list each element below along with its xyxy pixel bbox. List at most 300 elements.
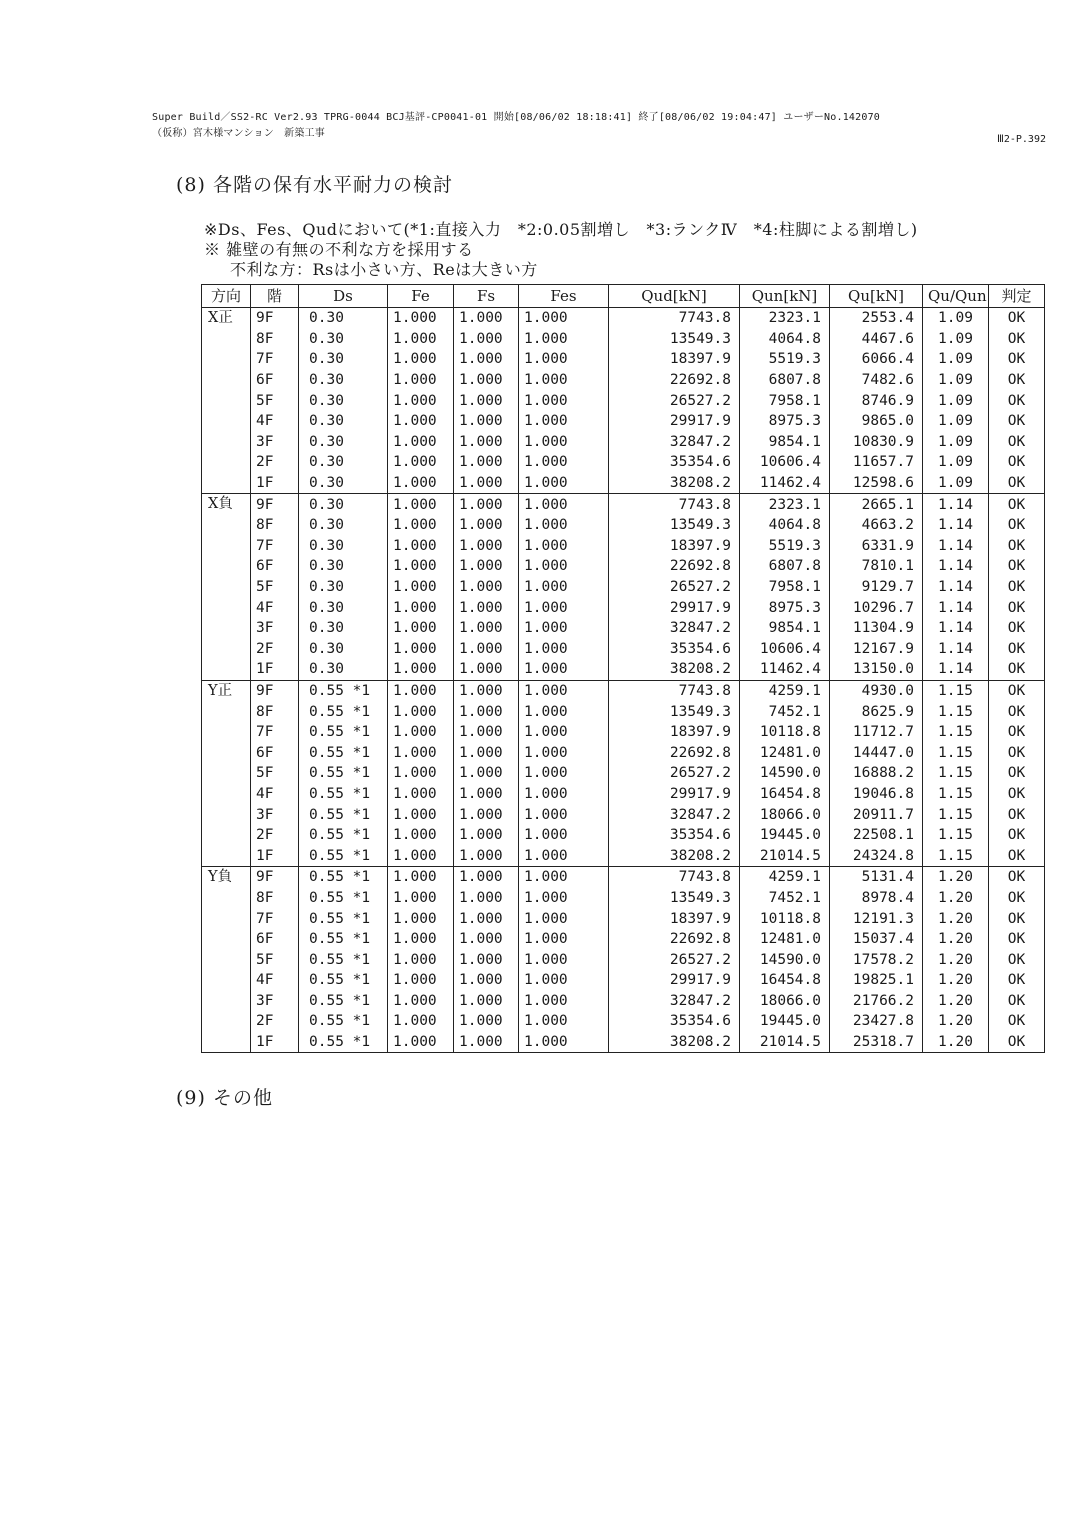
table-cell: OK bbox=[989, 349, 1045, 370]
direction-cell bbox=[202, 639, 251, 660]
table-cell: 18397.9 bbox=[609, 349, 740, 370]
table-row bbox=[202, 929, 1045, 950]
table-cell: 1.20 bbox=[923, 949, 989, 970]
table-cell: 1.09 bbox=[923, 349, 989, 370]
table-cell: 0.55 *1 bbox=[299, 804, 388, 825]
table-cell: 1.000 bbox=[454, 349, 519, 370]
table-cell: OK bbox=[989, 825, 1045, 846]
direction-group bbox=[202, 494, 1045, 680]
table-cell: OK bbox=[989, 722, 1045, 743]
table-cell: 19445.0 bbox=[740, 825, 830, 846]
table-cell: 1.000 bbox=[388, 949, 454, 970]
direction-cell bbox=[202, 597, 251, 618]
table-cell: 1.000 bbox=[519, 722, 609, 743]
table-cell: 8625.9 bbox=[830, 701, 923, 722]
table-cell: 8746.9 bbox=[830, 390, 923, 411]
table-cell: 0.30 bbox=[299, 370, 388, 391]
table-cell: 4064.8 bbox=[740, 329, 830, 350]
table-cell: 1.000 bbox=[519, 804, 609, 825]
table-cell: 0.30 bbox=[299, 618, 388, 639]
table-cell: 0.30 bbox=[299, 411, 388, 432]
table-cell: 1.000 bbox=[454, 411, 519, 432]
table-cell: 0.55 *1 bbox=[299, 845, 388, 866]
table-cell: 8975.3 bbox=[740, 597, 830, 618]
table-cell: 32847.2 bbox=[609, 618, 740, 639]
table-cell: 1.000 bbox=[454, 390, 519, 411]
table-cell: 7452.1 bbox=[740, 888, 830, 909]
table-cell: OK bbox=[989, 784, 1045, 805]
table-row bbox=[202, 991, 1045, 1012]
table-cell: 6066.4 bbox=[830, 349, 923, 370]
table-row bbox=[202, 659, 1045, 680]
table-cell: OK bbox=[989, 970, 1045, 991]
table-cell: 1.000 bbox=[388, 659, 454, 680]
direction-cell bbox=[202, 473, 251, 494]
table-cell: 29917.9 bbox=[609, 411, 740, 432]
table-cell: 1.000 bbox=[388, 804, 454, 825]
table-cell: 1.000 bbox=[454, 618, 519, 639]
table-row bbox=[202, 515, 1045, 536]
table-cell: 1.14 bbox=[923, 515, 989, 536]
direction-cell bbox=[202, 825, 251, 846]
table-cell: 19445.0 bbox=[740, 1011, 830, 1032]
table-cell: OK bbox=[989, 536, 1045, 557]
table-cell: 14447.0 bbox=[830, 742, 923, 763]
table-row bbox=[202, 680, 1045, 701]
table-cell: 1.000 bbox=[519, 597, 609, 618]
table-cell: 1.000 bbox=[519, 556, 609, 577]
table-cell: 11712.7 bbox=[830, 722, 923, 743]
table-cell: 11304.9 bbox=[830, 618, 923, 639]
section-title-9: (9) その他 bbox=[176, 1087, 273, 1109]
table-cell: 0.30 bbox=[299, 556, 388, 577]
table-cell: 2F bbox=[251, 825, 299, 846]
table-cell: 1.000 bbox=[454, 597, 519, 618]
table-cell: 1.000 bbox=[519, 970, 609, 991]
table-cell: 0.55 *1 bbox=[299, 970, 388, 991]
table-cell: 24324.8 bbox=[830, 845, 923, 866]
table-cell: 12481.0 bbox=[740, 929, 830, 950]
table-cell: 1.000 bbox=[454, 722, 519, 743]
section-title-8: (8) 各階の保有水平耐力の検討 bbox=[176, 174, 453, 196]
table-cell: 1.000 bbox=[519, 494, 609, 515]
table-cell: 1.09 bbox=[923, 390, 989, 411]
table-cell: 1.000 bbox=[454, 494, 519, 515]
table-row bbox=[202, 763, 1045, 784]
table-cell: 1.09 bbox=[923, 370, 989, 391]
table-cell: 21014.5 bbox=[740, 1032, 830, 1053]
table-cell: 1.000 bbox=[454, 1011, 519, 1032]
column-header: Fe bbox=[388, 285, 454, 308]
page-number: Ⅲ2-P.392 bbox=[996, 134, 1046, 145]
direction-cell: X正 bbox=[202, 308, 251, 329]
table-row bbox=[202, 701, 1045, 722]
table-cell: 1.000 bbox=[454, 970, 519, 991]
table-cell: 2665.1 bbox=[830, 494, 923, 515]
table-cell: 1.000 bbox=[519, 1011, 609, 1032]
direction-cell bbox=[202, 515, 251, 536]
table-cell: 1.14 bbox=[923, 494, 989, 515]
table-row bbox=[202, 804, 1045, 825]
table-cell: 6F bbox=[251, 556, 299, 577]
table-cell: 0.30 bbox=[299, 473, 388, 494]
table-cell: 1.000 bbox=[519, 929, 609, 950]
table-cell: 1.15 bbox=[923, 825, 989, 846]
direction-cell bbox=[202, 970, 251, 991]
table-cell: 1.000 bbox=[388, 639, 454, 660]
table-cell: 1.000 bbox=[519, 991, 609, 1012]
table-cell: 6F bbox=[251, 929, 299, 950]
table-cell: 4F bbox=[251, 411, 299, 432]
direction-cell bbox=[202, 949, 251, 970]
direction-cell bbox=[202, 432, 251, 453]
table-cell: 1.09 bbox=[923, 308, 989, 329]
table-cell: 22692.8 bbox=[609, 929, 740, 950]
table-cell: 0.30 bbox=[299, 432, 388, 453]
table-cell: 8F bbox=[251, 329, 299, 350]
column-header: 判定 bbox=[989, 285, 1045, 308]
table-cell: 1.000 bbox=[519, 763, 609, 784]
table-row bbox=[202, 949, 1045, 970]
table-row bbox=[202, 1032, 1045, 1053]
table-cell: 1.000 bbox=[519, 473, 609, 494]
table-cell: 1.000 bbox=[388, 1011, 454, 1032]
table-cell: 10830.9 bbox=[830, 432, 923, 453]
table-row bbox=[202, 452, 1045, 473]
table-row bbox=[202, 908, 1045, 929]
table-cell: 7F bbox=[251, 349, 299, 370]
table-cell: OK bbox=[989, 888, 1045, 909]
table-cell: 1.000 bbox=[388, 722, 454, 743]
table-cell: 17578.2 bbox=[830, 949, 923, 970]
table-cell: 10606.4 bbox=[740, 639, 830, 660]
direction-cell bbox=[202, 784, 251, 805]
table-cell: 1.20 bbox=[923, 970, 989, 991]
table-cell: 10606.4 bbox=[740, 452, 830, 473]
table-cell: 4467.6 bbox=[830, 329, 923, 350]
table-cell: 9854.1 bbox=[740, 432, 830, 453]
table-cell: 5519.3 bbox=[740, 536, 830, 557]
direction-cell bbox=[202, 370, 251, 391]
table-cell: 4F bbox=[251, 597, 299, 618]
table-cell: 1.000 bbox=[519, 784, 609, 805]
table-cell: 38208.2 bbox=[609, 473, 740, 494]
table-cell: OK bbox=[989, 329, 1045, 350]
table-cell: 1.000 bbox=[454, 867, 519, 888]
note-line: ※Ds、Fes、Qudにおいて(*1:直接入力 *2:0.05割増し *3:ランクⅣ *4:柱脚による割増し) bbox=[204, 220, 918, 239]
table-cell: 1.000 bbox=[454, 701, 519, 722]
table-cell: 1.000 bbox=[454, 804, 519, 825]
table-row bbox=[202, 1011, 1045, 1032]
table-cell: 32847.2 bbox=[609, 804, 740, 825]
table-cell: 9865.0 bbox=[830, 411, 923, 432]
table-cell: 0.55 *1 bbox=[299, 825, 388, 846]
table-cell: 1.20 bbox=[923, 991, 989, 1012]
table-cell: 1.000 bbox=[454, 659, 519, 680]
table-row bbox=[202, 888, 1045, 909]
table-row bbox=[202, 370, 1045, 391]
table-cell: OK bbox=[989, 742, 1045, 763]
table-cell: 1.20 bbox=[923, 1011, 989, 1032]
table-cell: 1.000 bbox=[454, 308, 519, 329]
table-cell: 0.30 bbox=[299, 536, 388, 557]
table-cell: 29917.9 bbox=[609, 784, 740, 805]
table-cell: 1.000 bbox=[519, 577, 609, 598]
table-cell: 1.14 bbox=[923, 639, 989, 660]
direction-cell bbox=[202, 888, 251, 909]
table-cell: 1.000 bbox=[388, 825, 454, 846]
table-cell: 23427.8 bbox=[830, 1011, 923, 1032]
note-line: ※ 雑壁の有無の不利な方を採用する bbox=[204, 240, 474, 259]
table-cell: OK bbox=[989, 929, 1045, 950]
table-cell: 1.000 bbox=[519, 845, 609, 866]
table-cell: 5F bbox=[251, 390, 299, 411]
table-cell: 1.000 bbox=[454, 680, 519, 701]
table-cell: 9129.7 bbox=[830, 577, 923, 598]
table-cell: 3F bbox=[251, 991, 299, 1012]
table-cell: 0.55 *1 bbox=[299, 991, 388, 1012]
table-cell: 32847.2 bbox=[609, 432, 740, 453]
table-cell: 0.55 *1 bbox=[299, 784, 388, 805]
table-cell: 1.09 bbox=[923, 432, 989, 453]
table-cell: 14590.0 bbox=[740, 763, 830, 784]
direction-cell bbox=[202, 908, 251, 929]
table-cell: OK bbox=[989, 680, 1045, 701]
table-cell: 26527.2 bbox=[609, 763, 740, 784]
table-cell: 1.000 bbox=[388, 867, 454, 888]
table-cell: 1.000 bbox=[519, 370, 609, 391]
table-cell: 1.000 bbox=[388, 970, 454, 991]
table-cell: 1.000 bbox=[519, 390, 609, 411]
table-cell: 20911.7 bbox=[830, 804, 923, 825]
table-cell: OK bbox=[989, 370, 1045, 391]
direction-cell bbox=[202, 929, 251, 950]
table-cell: 1.15 bbox=[923, 845, 989, 866]
table-cell: 12598.6 bbox=[830, 473, 923, 494]
table-row bbox=[202, 722, 1045, 743]
direction-cell bbox=[202, 577, 251, 598]
table-cell: 1.09 bbox=[923, 329, 989, 350]
table-cell: 1.20 bbox=[923, 888, 989, 909]
table-cell: 7958.1 bbox=[740, 577, 830, 598]
table-row bbox=[202, 329, 1045, 350]
table-row bbox=[202, 867, 1045, 888]
table-cell: 1.15 bbox=[923, 804, 989, 825]
table-cell: 1F bbox=[251, 659, 299, 680]
table-cell: OK bbox=[989, 867, 1045, 888]
direction-cell bbox=[202, 411, 251, 432]
table-cell: 1.000 bbox=[519, 308, 609, 329]
table-cell: 1F bbox=[251, 1032, 299, 1053]
table-cell: 22692.8 bbox=[609, 370, 740, 391]
table-cell: 0.30 bbox=[299, 349, 388, 370]
table-cell: 1.000 bbox=[519, 349, 609, 370]
table-cell: 4663.2 bbox=[830, 515, 923, 536]
table-cell: 1.14 bbox=[923, 556, 989, 577]
direction-cell: X負 bbox=[202, 494, 251, 515]
table-cell: 1.000 bbox=[454, 908, 519, 929]
table-cell: 0.55 *1 bbox=[299, 722, 388, 743]
table-row bbox=[202, 494, 1045, 515]
table-cell: 1.000 bbox=[388, 1032, 454, 1053]
table-cell: 1.000 bbox=[454, 763, 519, 784]
table-cell: 1.000 bbox=[388, 349, 454, 370]
table-cell: OK bbox=[989, 515, 1045, 536]
table-cell: OK bbox=[989, 411, 1045, 432]
table-cell: 1.000 bbox=[388, 473, 454, 494]
table-header-row bbox=[202, 285, 1045, 308]
table-cell: 0.30 bbox=[299, 308, 388, 329]
table-cell: 1.000 bbox=[519, 659, 609, 680]
table-cell: 4F bbox=[251, 784, 299, 805]
table-cell: OK bbox=[989, 390, 1045, 411]
table-cell: 18397.9 bbox=[609, 536, 740, 557]
table-cell: OK bbox=[989, 991, 1045, 1012]
direction-cell bbox=[202, 329, 251, 350]
table-cell: OK bbox=[989, 845, 1045, 866]
table-cell: 0.55 *1 bbox=[299, 680, 388, 701]
table-cell: 7743.8 bbox=[609, 867, 740, 888]
table-cell: 1.000 bbox=[454, 370, 519, 391]
direction-cell: Y負 bbox=[202, 867, 251, 888]
table-cell: 13549.3 bbox=[609, 888, 740, 909]
table-cell: 1.000 bbox=[454, 888, 519, 909]
table-cell: 1.000 bbox=[388, 577, 454, 598]
table-cell: 1.000 bbox=[454, 577, 519, 598]
column-header: Qud[kN] bbox=[609, 285, 740, 308]
table-cell: 1.000 bbox=[519, 867, 609, 888]
table-cell: 1.000 bbox=[388, 680, 454, 701]
column-header: Qun[kN] bbox=[740, 285, 830, 308]
table-cell: 1.000 bbox=[519, 908, 609, 929]
direction-cell bbox=[202, 722, 251, 743]
table-cell: 21014.5 bbox=[740, 845, 830, 866]
table-cell: 1.000 bbox=[519, 536, 609, 557]
table-cell: 1.000 bbox=[388, 618, 454, 639]
table-cell: 1.20 bbox=[923, 929, 989, 950]
table-cell: 1.000 bbox=[388, 411, 454, 432]
project-name: （仮称）宮木様マンション 新築工事 bbox=[152, 128, 325, 139]
table-cell: 5F bbox=[251, 949, 299, 970]
table-cell: 1.000 bbox=[388, 763, 454, 784]
column-header: 階 bbox=[251, 285, 299, 308]
table-cell: 26527.2 bbox=[609, 577, 740, 598]
table-cell: 0.30 bbox=[299, 659, 388, 680]
table-row bbox=[202, 577, 1045, 598]
table-cell: 4064.8 bbox=[740, 515, 830, 536]
table-cell: 1.000 bbox=[519, 411, 609, 432]
table-cell: 1.000 bbox=[519, 680, 609, 701]
table-cell: 1.000 bbox=[519, 452, 609, 473]
table-cell: OK bbox=[989, 804, 1045, 825]
table-cell: OK bbox=[989, 452, 1045, 473]
table-cell: 1.15 bbox=[923, 722, 989, 743]
table-cell: 0.55 *1 bbox=[299, 742, 388, 763]
table-cell: 35354.6 bbox=[609, 1011, 740, 1032]
table-cell: 9F bbox=[251, 867, 299, 888]
table-cell: 1.000 bbox=[388, 888, 454, 909]
table-cell: 1.000 bbox=[454, 845, 519, 866]
table-cell: 1.000 bbox=[388, 432, 454, 453]
table-cell: 26527.2 bbox=[609, 390, 740, 411]
table-cell: 0.55 *1 bbox=[299, 701, 388, 722]
table-cell: 26527.2 bbox=[609, 949, 740, 970]
table-cell: 8F bbox=[251, 701, 299, 722]
table-cell: 0.55 *1 bbox=[299, 929, 388, 950]
table-cell: 1.15 bbox=[923, 680, 989, 701]
table-cell: 1.000 bbox=[454, 452, 519, 473]
table-cell: 12191.3 bbox=[830, 908, 923, 929]
direction-cell: Y正 bbox=[202, 680, 251, 701]
table-cell: 38208.2 bbox=[609, 1032, 740, 1053]
direction-cell bbox=[202, 804, 251, 825]
table-cell: 8975.3 bbox=[740, 411, 830, 432]
table-cell: 29917.9 bbox=[609, 970, 740, 991]
table-cell: 18397.9 bbox=[609, 908, 740, 929]
table-cell: 10118.8 bbox=[740, 908, 830, 929]
table-cell: 4259.1 bbox=[740, 867, 830, 888]
table-cell: 1.14 bbox=[923, 536, 989, 557]
table-cell: 7F bbox=[251, 536, 299, 557]
direction-cell bbox=[202, 991, 251, 1012]
table-cell: 1.14 bbox=[923, 577, 989, 598]
table-cell: 35354.6 bbox=[609, 639, 740, 660]
table-cell: OK bbox=[989, 473, 1045, 494]
table-cell: 1.000 bbox=[388, 452, 454, 473]
table-cell: 11657.7 bbox=[830, 452, 923, 473]
table-cell: 0.30 bbox=[299, 577, 388, 598]
table-cell: 10296.7 bbox=[830, 597, 923, 618]
table-cell: 1.000 bbox=[388, 390, 454, 411]
report-header-line: Super Build／SS2-RC Ver2.93 TPRG-0044 BCJ基評-CP0041-01 開始[08/06/02 18:18:41] 終了[08/06/02 19:04:47] ユーザーNo.142070 bbox=[152, 112, 881, 123]
table-row bbox=[202, 825, 1045, 846]
table-cell: OK bbox=[989, 556, 1045, 577]
table-cell: 12481.0 bbox=[740, 742, 830, 763]
table-cell: 7482.6 bbox=[830, 370, 923, 391]
table-cell: 35354.6 bbox=[609, 825, 740, 846]
table-cell: 1.000 bbox=[454, 639, 519, 660]
table-cell: 1.000 bbox=[519, 639, 609, 660]
table-cell: 38208.2 bbox=[609, 659, 740, 680]
table-cell: 0.30 bbox=[299, 329, 388, 350]
direction-cell bbox=[202, 618, 251, 639]
table-cell: 1.000 bbox=[388, 536, 454, 557]
table-cell: 1.15 bbox=[923, 784, 989, 805]
table-cell: OK bbox=[989, 908, 1045, 929]
table-cell: 1.000 bbox=[388, 845, 454, 866]
table-cell: 1.000 bbox=[519, 888, 609, 909]
direction-cell bbox=[202, 701, 251, 722]
table-cell: 7F bbox=[251, 722, 299, 743]
table-cell: 18397.9 bbox=[609, 722, 740, 743]
table-row bbox=[202, 473, 1045, 494]
table-cell: 5519.3 bbox=[740, 349, 830, 370]
direction-cell bbox=[202, 659, 251, 680]
table-cell: 1.000 bbox=[388, 784, 454, 805]
table-cell: 1.000 bbox=[519, 949, 609, 970]
table-cell: 1.000 bbox=[388, 515, 454, 536]
table-cell: 1.000 bbox=[519, 432, 609, 453]
table-cell: 7452.1 bbox=[740, 701, 830, 722]
direction-cell bbox=[202, 845, 251, 866]
direction-cell bbox=[202, 349, 251, 370]
table-cell: 1.000 bbox=[519, 701, 609, 722]
table-cell: 1.09 bbox=[923, 452, 989, 473]
table-cell: 1.000 bbox=[388, 597, 454, 618]
table-cell: 0.55 *1 bbox=[299, 867, 388, 888]
table-cell: 3F bbox=[251, 804, 299, 825]
table-cell: OK bbox=[989, 597, 1045, 618]
